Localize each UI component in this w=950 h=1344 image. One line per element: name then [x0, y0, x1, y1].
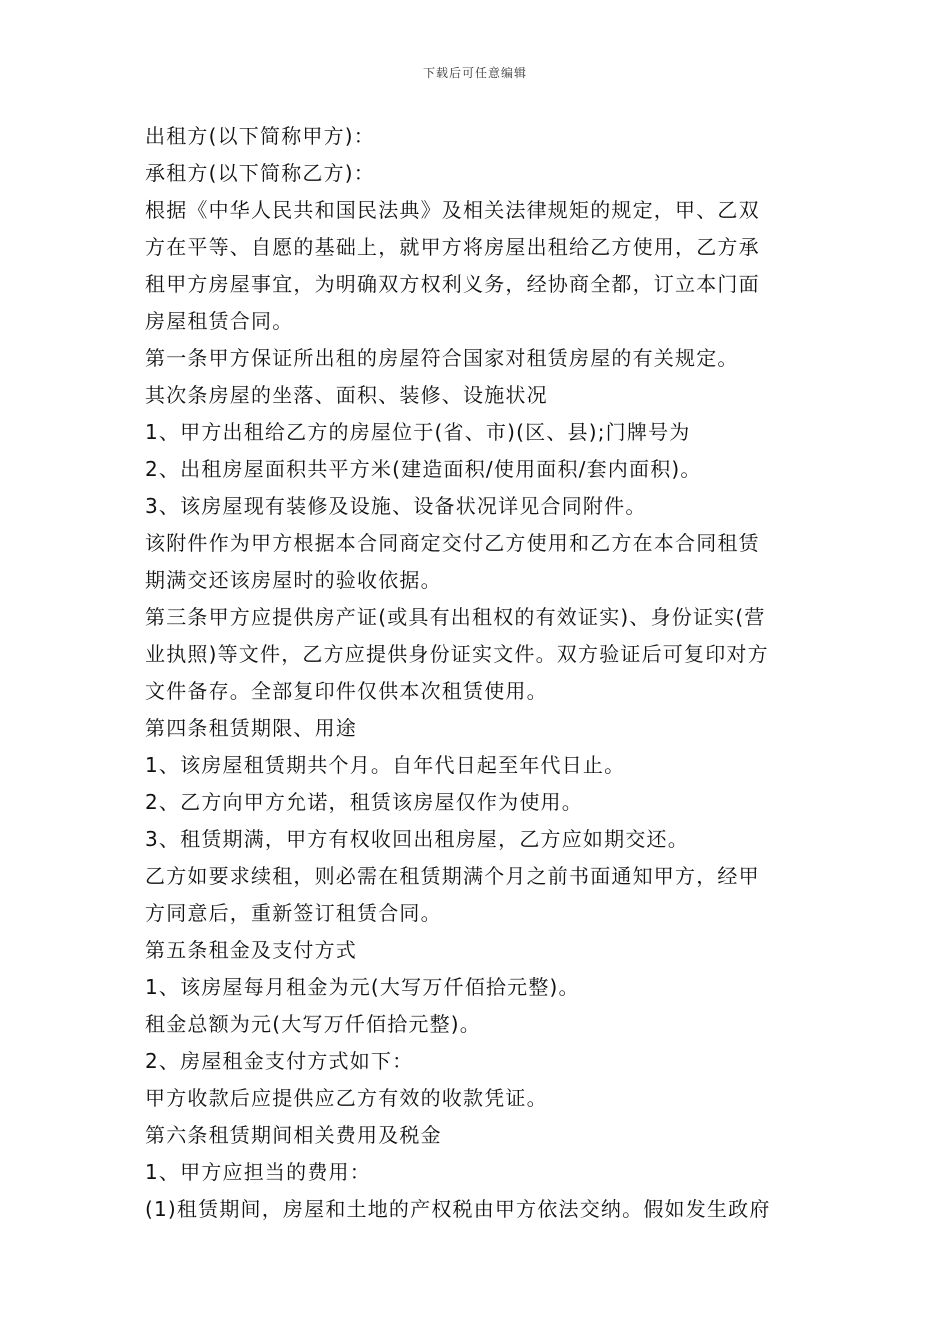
paragraph-line: 乙方如要求续租，则必需在租赁期满个月之前书面通知甲方，经甲: [145, 864, 760, 888]
paragraph-line: 2、乙方向甲方允诺，租赁该房屋仅作为使用。: [145, 790, 583, 814]
paragraph-line: 第五条租金及支付方式: [145, 938, 357, 962]
paragraph-line: 1、该房屋租赁期共个月。自年代日起至年代日止。: [145, 753, 626, 777]
paragraph-line: 2、房屋租金支付方式如下：: [145, 1049, 414, 1073]
paragraph-line: 根据《中华人民共和国民法典》及相关法律规矩的规定，甲、乙双: [145, 198, 760, 222]
paragraph-line: 租甲方房屋事宜，为明确双方权利义务，经协商全都，订立本门面: [145, 272, 760, 296]
paragraph-line: 第四条租赁期限、用途: [145, 716, 357, 740]
paragraph-line: 3、租赁期满，甲方有权收回出租房屋，乙方应如期交还。: [145, 827, 689, 851]
paragraph-line: 甲方收款后应提供应乙方有效的收款凭证。: [145, 1086, 548, 1110]
paragraph-line: 该附件作为甲方根据本合同商定交付乙方使用和乙方在本合同租赁: [145, 531, 760, 555]
paragraph-line: 3、该房屋现有装修及设施、设备状况详见合同附件。: [145, 494, 647, 518]
paragraph-line: 房屋租赁合同。: [145, 309, 294, 333]
paragraph-line: 承租方(以下简称乙方)：: [145, 161, 376, 185]
paragraph-line: 业执照)等文件，乙方应提供身份证实文件。双方验证后可复印对方: [145, 642, 769, 666]
paragraph-line: 第六条租赁期间相关费用及税金: [145, 1123, 442, 1147]
paragraph-line: 2、出租房屋面积共平方米(建造面积/使用面积/套内面积)。: [145, 457, 702, 481]
paragraph-line: 第一条甲方保证所出租的房屋符合国家对租赁房屋的有关规定。: [145, 346, 739, 370]
paragraph-line: 方同意后，重新签订租赁合同。: [145, 901, 442, 925]
paragraph-line: 1、该房屋每月租金为元(大写万仟佰拾元整)。: [145, 975, 580, 999]
paragraph-line: 其次条房屋的坐落、面积、装修、设施状况: [145, 383, 548, 407]
paragraph-line: 文件备存。全部复印件仅供本次租赁使用。: [145, 679, 548, 703]
document-body: [145, 118, 810, 1228]
paragraph-line: 方在平等、自愿的基础上，就甲方将房屋出租给乙方使用，乙方承: [145, 235, 760, 259]
paragraph-line: 1、甲方出租给乙方的房屋位于(省、市)(区、县);门牌号为: [145, 420, 691, 444]
paragraph-line: 租金总额为元(大写万仟佰拾元整)。: [145, 1012, 482, 1036]
paragraph-line: 1、甲方应担当的费用：: [145, 1160, 371, 1184]
page-header: 下载后可任意编辑: [422, 66, 527, 80]
paragraph-line: 出租方(以下简称甲方)：: [145, 124, 376, 148]
paragraph-line: 期满交还该房屋时的验收依据。: [145, 568, 442, 592]
paragraph-line: 第三条甲方应提供房产证(或具有出租权的有效证实)、身份证实(营: [145, 605, 766, 629]
paragraph-line: (1)租赁期间，房屋和土地的产权税由甲方依法交纳。假如发生政府: [145, 1197, 771, 1221]
